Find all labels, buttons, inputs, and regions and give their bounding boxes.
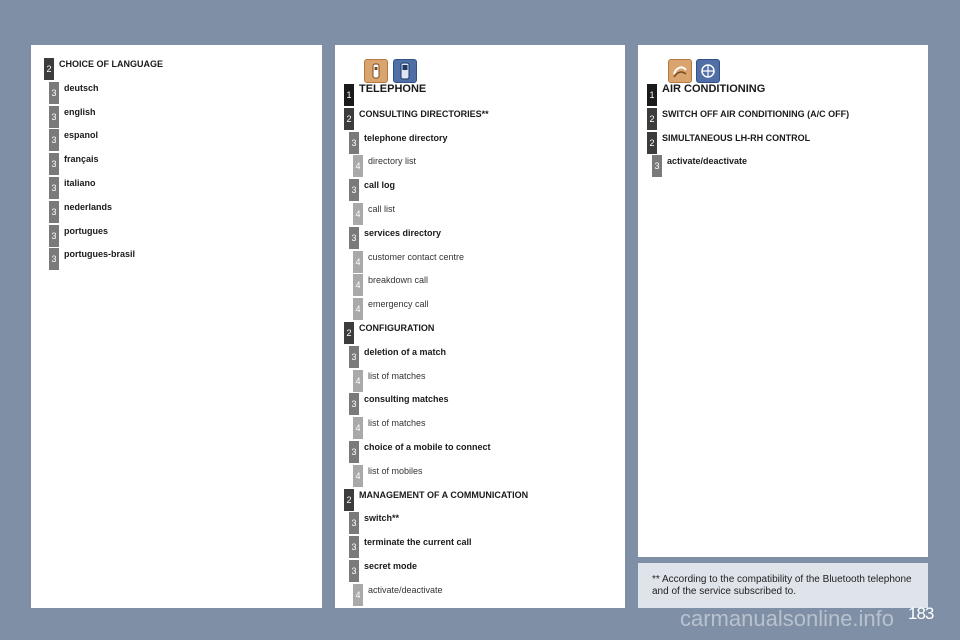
- menu-item-label: choice of a mobile to connect: [364, 442, 491, 452]
- air-conditioning-menu-panel: [638, 45, 928, 557]
- menu-item-label: secret mode: [364, 561, 418, 571]
- menu-item-label: deutsch: [64, 83, 99, 93]
- menu-item-label: call log: [364, 180, 396, 190]
- menu-item-label: services directory: [364, 228, 442, 238]
- level-badge: 3: [349, 560, 359, 582]
- level-badge: 3: [349, 132, 359, 154]
- menu-item-label: switch**: [364, 513, 400, 523]
- level-badge: 4: [353, 155, 363, 177]
- menu-item-label: telephone directory: [364, 133, 448, 143]
- level-badge: 3: [49, 82, 59, 104]
- level-badge: 4: [353, 370, 363, 392]
- level-badge: 3: [652, 155, 662, 177]
- menu-item-label: deletion of a match: [364, 347, 447, 357]
- menu-item-label: directory list: [368, 156, 417, 166]
- menu-item-label: emergency call: [368, 299, 429, 309]
- menu-item-label: CONSULTING DIRECTORIES**: [359, 109, 489, 119]
- menu-item-label: français: [64, 154, 99, 164]
- level-badge: 3: [349, 227, 359, 249]
- level-badge: 2: [344, 108, 354, 130]
- menu-item-label: english: [64, 107, 96, 117]
- level-badge: 3: [349, 536, 359, 558]
- level-badge: 3: [49, 129, 59, 151]
- level-badge: 3: [349, 441, 359, 463]
- menu-item-label: MANAGEMENT OF A COMMUNICATION: [359, 490, 529, 500]
- menu-item-label: portugues-brasil: [64, 249, 136, 259]
- menu-item-label: list of matches: [368, 371, 426, 381]
- level-badge: 4: [353, 465, 363, 487]
- menu-item-label: list of mobiles: [368, 466, 423, 476]
- menu-item-label: SIMULTANEOUS LH-RH CONTROL: [662, 133, 811, 143]
- level-badge: 2: [344, 489, 354, 511]
- menu-item-label: italiano: [64, 178, 96, 188]
- level-badge: 2: [44, 58, 54, 80]
- level-badge: 4: [353, 251, 363, 273]
- level-badge: 3: [49, 248, 59, 270]
- menu-item-label: call list: [368, 204, 396, 214]
- level-badge: 3: [349, 179, 359, 201]
- level-badge: 4: [353, 584, 363, 606]
- level-badge: 3: [349, 346, 359, 368]
- menu-item-label: SWITCH OFF AIR CONDITIONING (A/C OFF): [662, 109, 850, 119]
- level-badge: 2: [647, 132, 657, 154]
- menu-item-label: list of matches: [368, 418, 426, 428]
- menu-item-label: activate/deactivate: [667, 156, 748, 166]
- fan-settings-icon: [696, 59, 720, 83]
- level-badge: 1: [647, 84, 657, 106]
- level-badge: 4: [353, 203, 363, 225]
- menu-item-label: customer contact centre: [368, 252, 465, 262]
- menu-item-label: espanol: [64, 130, 99, 140]
- watermark: carmanualsonline.info: [680, 606, 895, 631]
- menu-item-label: portugues: [64, 226, 108, 236]
- footnote-box: [638, 563, 928, 608]
- phone-handset-icon: [364, 59, 388, 83]
- level-badge: 3: [349, 393, 359, 415]
- footnote-text: ** According to the compatibility of the Bluetooth telephone and of the service subscribed to.: [652, 574, 912, 597]
- menu-item-label: TELEPHONE: [359, 83, 427, 95]
- menu-item-label: CONFIGURATION: [359, 323, 435, 333]
- menu-item-label: nederlands: [64, 202, 113, 212]
- menu-item-label: breakdown call: [368, 275, 429, 285]
- page-number: 183: [908, 604, 934, 623]
- level-badge: 3: [49, 177, 59, 199]
- level-badge: 2: [344, 322, 354, 344]
- level-badge: 4: [353, 417, 363, 439]
- menu-item-label: terminate the current call: [364, 537, 472, 547]
- level-badge: 3: [349, 512, 359, 534]
- level-badge: 3: [49, 153, 59, 175]
- level-badge: 3: [49, 106, 59, 128]
- mobile-phone-icon: [393, 59, 417, 83]
- menu-item-label: CHOICE OF LANGUAGE: [59, 59, 164, 69]
- level-badge: 3: [49, 225, 59, 247]
- level-badge: 4: [353, 298, 363, 320]
- menu-item-label: AIR CONDITIONING: [662, 83, 766, 95]
- menu-item-label: activate/deactivate: [368, 585, 443, 595]
- level-badge: 3: [49, 201, 59, 223]
- menu-item-label: consulting matches: [364, 394, 449, 404]
- level-badge: 2: [647, 108, 657, 130]
- air-conditioning-icon: [668, 59, 692, 83]
- level-badge: 4: [353, 274, 363, 296]
- level-badge: 1: [344, 84, 354, 106]
